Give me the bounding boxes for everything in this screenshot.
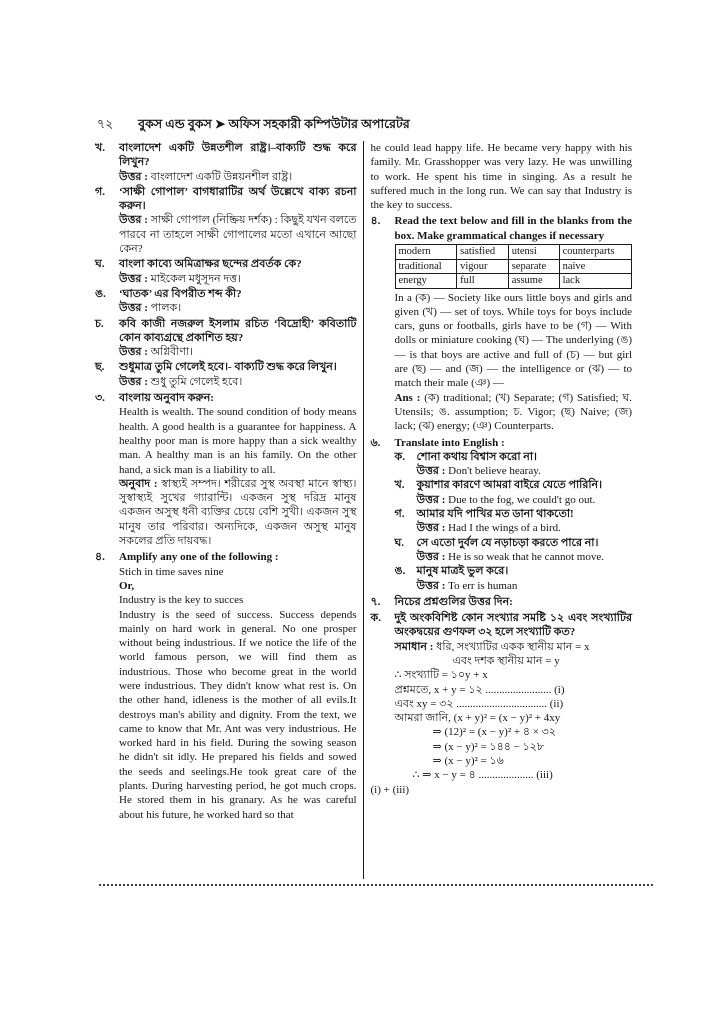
solution-line: এবং দশক স্থানীয় মান = y bbox=[452, 655, 560, 667]
solution-line: প্রশ্নমতে, x + y = ১২ ........................ (i) bbox=[394, 683, 565, 696]
solution-line: ⇒ (12)² = (x − y)² + ৪ × ৩২ bbox=[432, 726, 556, 739]
amplify-topic-1: Stich in time saves nine bbox=[119, 565, 224, 578]
bangla-sentence: শোনা কথায় বিশ্বাস করো না। bbox=[416, 450, 537, 463]
ans-label: Ans : bbox=[394, 391, 421, 404]
qa-label: চ. bbox=[95, 317, 104, 330]
section-title: Translate into English : bbox=[394, 436, 505, 449]
section-number: ৪. bbox=[370, 215, 381, 228]
table-cell: vigour bbox=[457, 259, 509, 274]
section-amplify bbox=[95, 550, 357, 822]
question-text: বাংলা কাব্যে অমিত্রাক্ষর ছন্দের প্রবর্তক কে? bbox=[119, 258, 302, 271]
solution-line: ∴ সংখ্যাটি = ১০y + x bbox=[394, 669, 488, 682]
qa-label: ঘ. bbox=[95, 258, 105, 271]
table-cell: energy bbox=[395, 274, 457, 289]
ans-text: (ক) traditional; (খ) Separate; (গ) Satisfied; ঘ. Utensils; ঙ. assumption; চ. Vigor; (ছ) Naive; (জ) lack; (ঝ) energy; (ঞ) Counterparts. bbox=[394, 391, 633, 433]
translate-item bbox=[395, 536, 633, 565]
table-cell: naive bbox=[559, 259, 631, 274]
answer-label: উত্তর : bbox=[416, 493, 446, 506]
translate-item bbox=[395, 478, 633, 507]
english-passage: Health is wealth. The sound condition of body means health. A good health is a guarantee for happiness. A healthy poor man is more happy than a sick wealthy man. A healthy man is an his family. On the other hand, a sick man is a liability to all. bbox=[119, 406, 357, 476]
table-row bbox=[395, 274, 632, 289]
qa-label: গ. bbox=[95, 185, 105, 198]
table-cell: counterparts bbox=[559, 245, 631, 260]
question-text: বাংলাদেশ একটি উন্নতশীল রাষ্ট্র।–বাক্যটি শুদ্ধ করে লিখুন? bbox=[119, 142, 357, 169]
bangla-sentence: সে এতো দুর্বল যে নড়াচড়া করতে পারে না। bbox=[416, 536, 599, 549]
solution-line: ∴ ⇒ x − y = ৪ .................... (iii) bbox=[412, 769, 553, 782]
section-title: Read the text below and fill in the blanks from the box. Make grammatical changes if necessary bbox=[394, 215, 632, 242]
solution-line: এবং xy = ৩২ ................................. (ii) bbox=[394, 697, 564, 710]
or-label: Or, bbox=[119, 579, 135, 592]
math-question-text: দুই অংকবিশিষ্ট কোন সংখ্যার সমষ্টি ১২ এবং সংখ্যাটির অংকদ্বয়ের গুণফল ৩২ হলে সংখ্যাটি কত? bbox=[394, 612, 632, 639]
item-label: গ. bbox=[394, 508, 405, 521]
section-translate-english bbox=[371, 436, 633, 593]
translation-label: অনুবাদ : bbox=[119, 477, 158, 490]
qa-item bbox=[95, 360, 357, 389]
section-number: ৪. bbox=[95, 551, 105, 564]
bangla-sentence: মানুষ মাত্রই ভুল করে। bbox=[416, 565, 509, 578]
bottom-dotted-rule bbox=[99, 884, 653, 886]
answer-label: উত্তর : bbox=[416, 522, 446, 535]
table-cell: lack bbox=[559, 274, 631, 289]
two-column-text bbox=[95, 141, 632, 879]
qa-item bbox=[95, 141, 357, 184]
bangla-sentence: আমার যদি পাখির মত ডানা থাকতো! bbox=[416, 508, 574, 521]
qa-label: ছ. bbox=[95, 361, 105, 374]
page-number: ৭২ bbox=[97, 117, 114, 131]
cloze-passage: In a (ক) — Society like ours little boys and girls and given (খ) — set of toys. While toys for boys include cars, guns or footballs, girls have to be (গ) — With dolls or miniature cooking (ঘ) — The underlying (ঙ) — is that boys are active and full of (চ) — but girl are (ছ) — and (জ) — the intelligence or (ঝ) — to match their male (ঞ) — bbox=[394, 291, 632, 390]
answer-text: পালক। bbox=[150, 302, 182, 315]
table-cell: assume bbox=[508, 274, 559, 289]
answer-label: উত্তর : bbox=[119, 214, 148, 227]
english-answer: Due to the fog, we could't go out. bbox=[448, 493, 596, 506]
answer-label: উত্তর : bbox=[119, 346, 148, 359]
item-label: খ. bbox=[394, 479, 405, 492]
solution-line: আমরা জানি, (x + y)² = (x − y)² + 4xy bbox=[394, 712, 561, 725]
solution-line: ⇒ (x − y)² = ১৪৪ − ১২৮ bbox=[432, 740, 545, 753]
answer-label: উত্তর : bbox=[416, 550, 446, 563]
section-number: ৭. bbox=[370, 595, 381, 608]
table-row bbox=[395, 245, 632, 260]
section-number: ৩. bbox=[95, 392, 105, 405]
solution-line: ⇒ (x − y)² = ১৬ bbox=[432, 755, 504, 768]
item-label: ঙ. bbox=[394, 565, 406, 578]
qa-label: খ. bbox=[95, 142, 105, 154]
table-cell: satisfied bbox=[457, 245, 509, 260]
qa-item bbox=[95, 185, 357, 256]
table-cell: separate bbox=[508, 259, 559, 274]
answer-text: অগ্নিবীণা। bbox=[150, 346, 193, 359]
section-number: ৬. bbox=[370, 436, 381, 449]
section-title: বাংলায় অনুবাদ করুন: bbox=[119, 392, 214, 405]
qa-item bbox=[95, 317, 357, 360]
table-row bbox=[395, 259, 632, 274]
page-header bbox=[97, 116, 632, 136]
item-label: ঘ. bbox=[394, 536, 405, 549]
qa-item bbox=[95, 257, 357, 286]
section-math-questions bbox=[371, 595, 633, 609]
answer-label: উত্তর : bbox=[119, 272, 148, 285]
question-text: কবি কাজী নজরুল ইসলাম রচিত ‘বিদ্রোহী’ কবিতাটি কোন কাব্যগ্রন্থে প্রকাশিত হয়? bbox=[119, 317, 357, 344]
english-answer: To err is human bbox=[448, 579, 518, 592]
question-text: ‘ঘাতক’ এর বিপরীত শব্দ কী? bbox=[119, 287, 242, 300]
right-column bbox=[364, 141, 633, 879]
qa-item bbox=[95, 287, 357, 316]
table-cell: utensi bbox=[508, 245, 559, 260]
english-answer: Had I the wings of a bird. bbox=[448, 522, 561, 535]
solution-label: সমাধান : bbox=[394, 640, 434, 653]
table-cell: traditional bbox=[395, 259, 457, 274]
amplify-body-continuation: he could lead happy life. He became very happy with his family. Mr. Grasshopper was very lazy. He was unwilling to work. He spent his time in singing. As a result he suffered much in the long run. We can say that Industry is the key to success. bbox=[370, 142, 632, 212]
solution-line: (i) + (iii) bbox=[370, 783, 410, 796]
answer-text: মাইকেল মধুসূদন দত্ত। bbox=[150, 272, 241, 285]
word-box-table bbox=[395, 244, 633, 289]
answer-text: শুধু তুমি গেলেই হবে। bbox=[150, 375, 243, 388]
bangla-translation: স্বাস্থ্যই সম্পদ। শরীরের সুস্থ অবস্থা মানে স্বাস্থ্য। সুস্বাস্থ্যই সুখের গ্যারান্টি। একজন সুস্থ দরিদ্র মানুষ একজন অসুস্থ ধনী ব্যক্তির চেয়ে বেশি সুখী। একজন সুস্থ মানুষ তার পরিবার। অন্যদিকে, একজন অসুস্থ মানুষ সকলের প্রতি দায়বদ্ধ। bbox=[119, 477, 357, 548]
question-text: ‘সাক্ষী গোপাল’ বাগধারাটির অর্থ উল্লেখে বাক্য রচনা করুন। bbox=[119, 185, 357, 213]
translate-item bbox=[395, 564, 633, 593]
item-label: ক. bbox=[370, 612, 381, 625]
header-title: বুকস এন্ড বুকস ➤ অফিস সহকারী কম্পিউটার অপারেটর bbox=[138, 117, 410, 131]
english-answer: He is so weak that he cannot move. bbox=[448, 550, 604, 563]
translate-item bbox=[395, 507, 633, 536]
answer-label: উত্তর : bbox=[119, 375, 148, 388]
section-title: Amplify any one of the following : bbox=[119, 551, 279, 564]
table-cell: modern bbox=[395, 245, 457, 260]
answer-label: উত্তর : bbox=[416, 465, 446, 478]
section-translation-bangla bbox=[95, 391, 357, 548]
solution-line: ধরি, সংখ্যাটির একক স্থানীয় মান = x bbox=[436, 640, 590, 653]
answer-label: উত্তর : bbox=[119, 302, 148, 315]
section-title: নিচের প্রশ্নগুলির উত্তর দিন: bbox=[394, 595, 513, 608]
amplify-body: Industry is the seed of success. Success depends mainly on hard work in general. No one prosper without being industrious. If we notice the life of the world famous person, we will find them as industrious. Those who become great in the world were industrious. They didn't know what rest is. On the other hand, idleness is the mother of all evils.It destroys man's ability and dignity. From the text, we came to know that Mr. Ant was very industrious. He worked hard in his field. During the sowing season he didn't sit idly. He prepared his fields and sowed the seeds and seelings.He took great care of the plants. During harvesting period, he got much crops. He stored them in his granary. As he was careful about his future, he worked hard so that bbox=[119, 608, 357, 821]
item-label: ক. bbox=[394, 450, 405, 463]
left-column bbox=[95, 141, 363, 879]
section-fill-blanks bbox=[371, 214, 633, 433]
amplify-topic-2: Industry is the key to succes bbox=[119, 594, 244, 607]
english-answer: Don't believe hearay. bbox=[448, 465, 541, 478]
bangla-sentence: কুয়াশার কারণে আমরা বাইরে যেতে পারিনি। bbox=[416, 479, 603, 492]
answer-label: উত্তর : bbox=[416, 579, 446, 592]
answer-label: উত্তর : bbox=[119, 170, 148, 183]
qa-label: ঙ. bbox=[95, 287, 106, 300]
translate-item bbox=[395, 450, 633, 479]
math-question-item bbox=[371, 611, 633, 783]
table-cell: full bbox=[457, 274, 509, 289]
answer-text: সাক্ষী গোপাল (নিষ্ক্রিয় দর্শক) : কিছুই যখন বলতে পারবে না তাহলে সাক্ষী গোপালের মতো এখানে আছো কেন? bbox=[119, 214, 357, 256]
answer-text: বাংলাদেশ একটি উন্নয়নশীল রাষ্ট্র। bbox=[150, 170, 293, 183]
question-text: শুধুমাত্র তুমি গেলেই হবে।- বাক্যটি শুদ্ধ করে লিখুন। bbox=[119, 361, 337, 374]
